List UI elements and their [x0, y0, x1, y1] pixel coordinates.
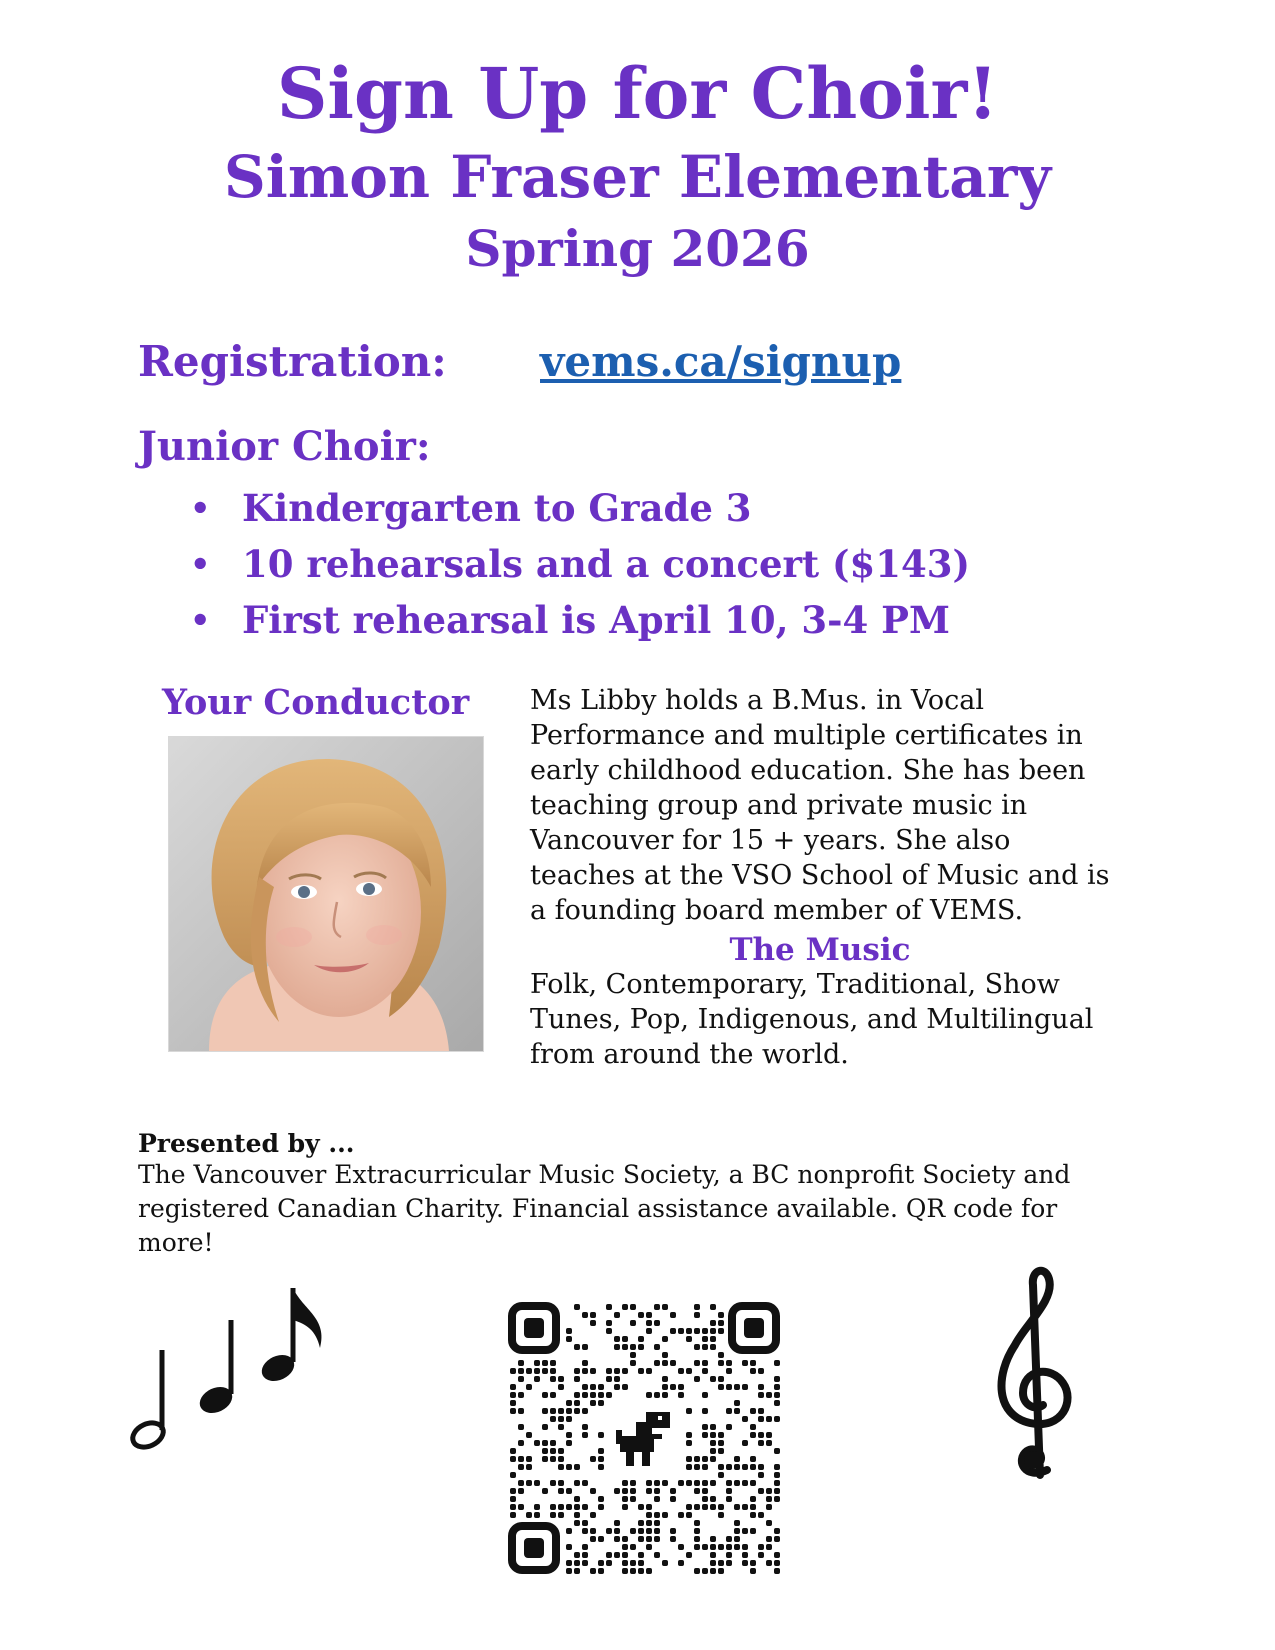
presented-by-label: Presented by ... [138, 1129, 355, 1158]
junior-choir-label: Junior Choir: [138, 423, 431, 470]
conductor-photo [168, 736, 484, 1052]
list-item: • Kindergarten to Grade 3 [190, 480, 970, 536]
treble-clef-icon [985, 1265, 1085, 1485]
junior-choir-list [190, 480, 970, 648]
page-title: Sign Up for Choir! [276, 52, 999, 135]
qr-code[interactable] [506, 1300, 782, 1576]
registration-link[interactable]: vems.ca/signup [540, 337, 902, 386]
conductor-bio: Ms Libby holds a B.Mus. in Vocal Performance and multiple certificates in early childhood education. She has been teaching group and private music in Vancouver for 15 + years. She also teaches at the VSO School of Music and is a founding board member of VEMS. [530, 685, 1110, 926]
conductor-heading: Your Conductor [162, 682, 470, 723]
presented-by-text: The Vancouver Extracurricular Music Society, a BC nonprofit Society and registered Canadian Charity. Financial assistance available. QR code for more! [138, 1160, 1071, 1257]
music-notes-icon [118, 1280, 338, 1470]
registration-label: Registration: [138, 337, 447, 386]
music-heading: The Music [729, 932, 911, 968]
list-item: • First rehearsal is April 10, 3-4 PM [190, 592, 970, 648]
term-label: Spring 2026 [465, 219, 810, 278]
school-name: Simon Fraser Elementary [223, 143, 1052, 211]
music-description: Folk, Contemporary, Traditional, Show Tunes, Pop, Indigenous, and Multilingual from around the world. [530, 969, 1094, 1070]
list-item: • 10 rehearsals and a concert ($143) [190, 536, 970, 592]
